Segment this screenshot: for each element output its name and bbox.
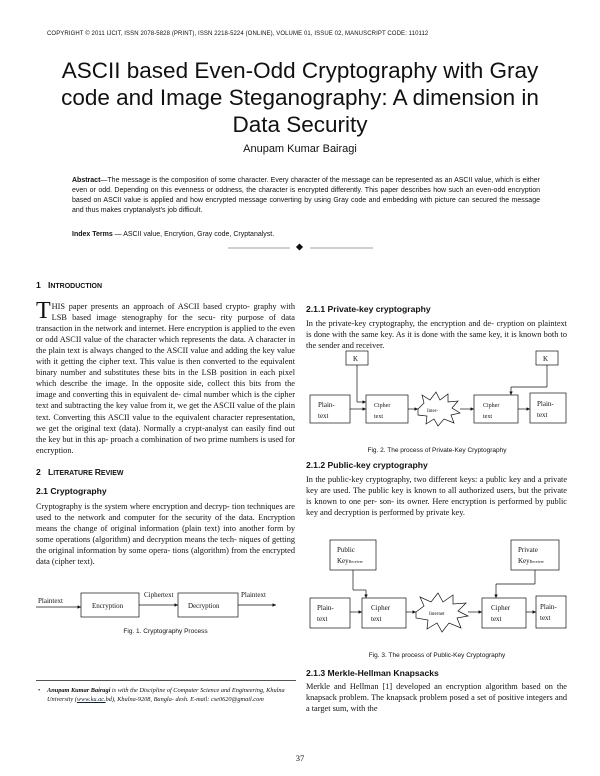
figure-2-caption: Fig. 2. The process of Private-Key Cryptography [367, 447, 507, 454]
fig1-encryption-box: Encryption [92, 602, 124, 611]
right-column-merkle-hellman [306, 668, 567, 714]
intro-paragraph: THIS paper presents an approach of ASCII based crypto- graphy with LSB based image stenography for the secu- rity purpose of data transaction in the network and internet. Here encryption is applied to the even or odd ASCII value of the character which represents the data. A character in the plain text is always changed to the ASCII value and adding the key value with it getting the cipher text. This value is then converted to the equivalent binary number and substitutes these bits in the LSB position in each pixel which describe the image. In the opposite side, collect this bits from the image and converting this in equivalent de- cimal number which is the cipher text and subtracting the key value from it, we get the ASCII value of the plain text. Converting this ASCII value to the equivalent character representation, we get the original text (data). Normally a crypt-analyst can easily find out the key but in this ap- proach a combination of two prime numbers is used for encryption. [36, 298, 295, 455]
subsection-heading-merkle-hellman: 2.1.3 Merkle-Hellman Knapsacks [306, 668, 439, 678]
title-line-3: Data Security [232, 112, 368, 137]
drop-cap: T [36, 298, 51, 325]
title-line-1: ASCII based Even-Odd Cryptography with Gray [61, 58, 539, 83]
section-heading-introduction: 1 INTRODUCTION [36, 280, 103, 290]
fig2-plain-right-1: Plain- [537, 400, 554, 408]
index-terms-text: — ASCII value, Encrytion, Gray code, Cryptanalyst. [112, 231, 275, 238]
right-column-public-key [306, 460, 567, 518]
fig3-internet: Internet [429, 612, 445, 617]
fig2-internet: Inter- [427, 409, 439, 414]
abstract-label: Abstract [72, 177, 101, 184]
left-column [36, 280, 295, 637]
fig3-cipher-right-2: text [491, 615, 502, 623]
right-column-private-key [306, 304, 567, 351]
fig1-plaintext-out: Plaintext [241, 591, 266, 600]
fig3-cipher-left-1: Cipher [371, 604, 391, 612]
fig2-plain-left-2: text [318, 412, 329, 420]
fig3-cipher-right-1: Cipher [491, 604, 511, 612]
section-heading-literature-review: 2 LITERATURE REVIEW [36, 466, 124, 477]
fig3-cipher-left-2: text [371, 615, 382, 623]
fig1-plaintext-in: Plaintext [38, 597, 63, 606]
fig2-key-right: K [543, 355, 549, 363]
figure-3-public-key [306, 536, 568, 636]
abstract-text: —The message is the composition of some character. Every character of the message can be represented as an ASCII value, which is either even or odd. Depending on this evenness or oddness, the character is encrypted differently. This paper describes how such an even-odd encryption based on ASCII value is applied and how encrypted message converting by using Gray code and embedding with picture can secured the message and thus makes cryptanalyst's job difficult. [72, 177, 540, 214]
fig2-key-left: K [353, 355, 359, 363]
abstract [72, 176, 540, 216]
figure-1-cryptography-process [36, 573, 295, 625]
fig2-cipher-right-1: Cipher [483, 403, 500, 409]
fig3-private-key-1: Private [518, 546, 538, 554]
fig3-public-key-2: KeyReceiver [337, 557, 363, 565]
fig1-ciphertext: Ciphertext [144, 591, 174, 600]
author-name: Anupam Kumar Bairagi [243, 143, 357, 155]
fig3-plain-right-2: text [540, 614, 551, 622]
fig3-plain-left-2: text [317, 615, 328, 623]
subsection-heading-private-key: 2.1.1 Private-key cryptography [306, 304, 431, 314]
fig3-private-key-2: KeyReceiver [518, 557, 544, 565]
paper-title [20, 57, 580, 138]
index-terms [72, 231, 540, 238]
subsection-heading-cryptography: 2.1 Cryptography [36, 485, 107, 496]
cryptography-paragraph: Cryptography is the system where encryption and decryp- tion techniques are used to the network and computer for the security of the data. Encryption means the change of original information (plain text) into another form by some operations (algorithm) and decryption means the tech- niques of getting the original information by some opera- tions (algorithm) from the encrypted data (cipher text). [36, 501, 295, 567]
fig2-cipher-left-1: Cipher [374, 403, 391, 409]
fig2-cipher-right-2: text [483, 414, 492, 420]
footnote-author: Anupam Kumar Bairagi [47, 687, 111, 694]
fig3-plain-right-1: Plain- [540, 603, 557, 611]
section-divider [228, 243, 373, 253]
figure-3-caption: Fig. 3. The process of Public-Key Cryptography [368, 652, 506, 659]
index-terms-label: Index Terms [72, 231, 113, 238]
merkle-hellman-paragraph: Merkle and Hellman [1] developed an encryption algorithm based on the knapsack problem. The knapsack problem posed a set of positive integers and a target sum, with the [306, 682, 567, 714]
figure-1-caption: Fig. 1. Cryptography Process [123, 628, 208, 636]
private-key-paragraph: In the private-key cryptography, the encryption and de- cryption on plaintext is done with the same key. As it is done with the same key, it is known both to the sender and receiver. [306, 319, 567, 351]
page-number: 37 [295, 753, 305, 763]
fig2-plain-left-1: Plain- [318, 401, 335, 409]
footnote-rule [36, 680, 296, 681]
footnote-link[interactable]: www.ku.ac. [76, 696, 106, 703]
public-key-paragraph: In the public-key cryptography, two different keys: a public key and a private key are used. The public key is known to all authorized users, but the private is known to one per- son- its owner. Here encryption is performed by public key and decryption is performed by private key. [306, 475, 567, 518]
fig3-public-key-1: Public [337, 546, 355, 554]
title-line-2: code and Image Steganography: A dimension in [61, 85, 539, 110]
fig3-plain-left-1: Plain- [317, 604, 334, 612]
figure-2-private-key [306, 347, 568, 427]
fig2-cipher-left-2: text [374, 414, 383, 420]
fig1-decryption-box: Decryption [188, 602, 220, 611]
fig2-plain-right-2: text [537, 411, 548, 419]
subsection-heading-public-key: 2.1.2 Public-key cryptography [306, 460, 428, 470]
footnote-bullet: • [38, 687, 41, 694]
author-footnote: • Anupam Kumar Bairagi is with the Discipline of Computer Science and Engineering, Khulna University (www.ku.ac.bd), Khulna-9208, Bangla- desh. E-mail: cse0620@gmail.com [38, 687, 285, 703]
copyright-line: COPYRIGHT © 2011 IJCIT, ISSN 2078-5828 (PRINT), ISSN 2218-5224 (ONLINE), VOLUME 01, ISSUE 02, MANUSCRIPT CODE: 110112 [47, 31, 429, 37]
